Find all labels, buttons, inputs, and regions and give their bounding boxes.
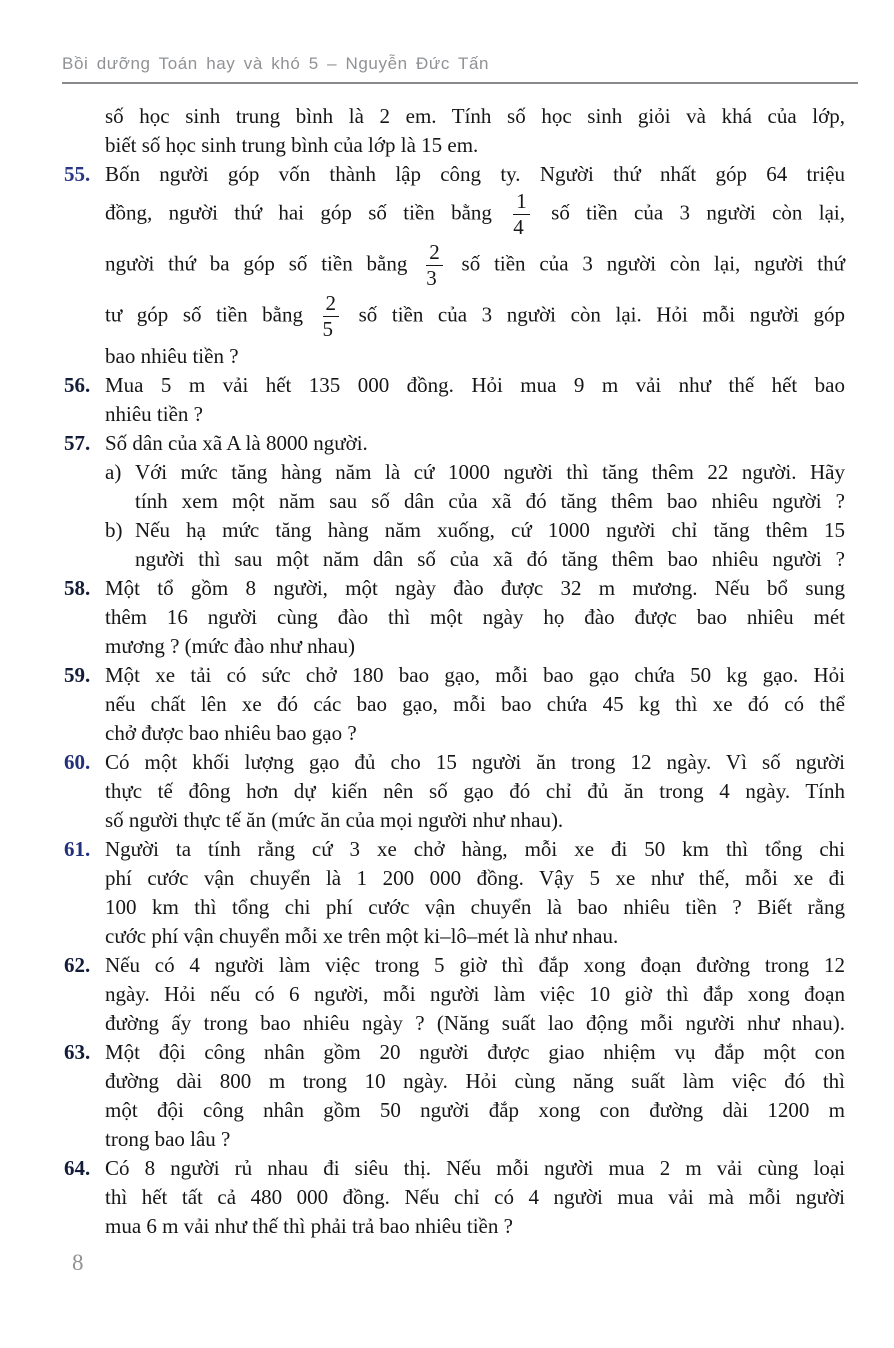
fraction <box>513 190 530 239</box>
text-line: 100 km thì tổng chi phí cước vận chuyển là bao nhiêu tiền ? Biết rằng <box>105 895 845 919</box>
problem-number: 62. <box>64 953 91 977</box>
text-line: Có 8 người rủ nhau đi siêu thị. Nếu mỗi người mua 2 m vải cùng loại <box>105 1156 845 1180</box>
problem-number: 58. <box>64 576 91 600</box>
problem-number: 61. <box>64 837 91 861</box>
problem-item <box>64 748 845 835</box>
fraction-denominator: 5 <box>322 317 334 341</box>
problem-list <box>64 160 845 1241</box>
text-line: nếu chất lên xe đó các bao gạo, mỗi bao chứa 45 kg thì xe đó có thể <box>105 692 845 716</box>
text-line: tính xem một năm sau số dân của xã đó tăng thêm bao nhiêu người ? <box>135 489 845 513</box>
problem-item <box>64 574 845 661</box>
text-line: bao nhiêu tiền ? <box>105 344 239 368</box>
problem-number: 59. <box>64 663 91 687</box>
text-line: trong bao lâu ? <box>105 1127 231 1151</box>
fraction <box>426 241 443 290</box>
text-line: ngày. Hỏi nếu có 6 người, mỗi người làm việc 10 giờ thì đắp xong đoạn <box>105 982 845 1006</box>
text-line: Có một khối lượng gạo đủ cho 15 người ăn trong 12 ngày. Vì số người <box>105 750 845 774</box>
fraction-denominator: 3 <box>426 266 437 290</box>
text-line: Một xe tải có sức chở 180 bao gạo, mỗi bao gạo chứa 50 kg gạo. Hỏi <box>105 663 845 687</box>
text-line: biết số học sinh trung bình của lớp là 15 em. <box>105 133 479 157</box>
problem-number: 63. <box>64 1040 91 1064</box>
problem-item <box>64 951 845 1038</box>
text-line: đồng, người thứ hai góp số tiền bằng $\frac{1}{4}$ số tiền của 3 người còn lại, <box>105 189 845 239</box>
subitem-label: a) <box>105 460 122 484</box>
text-line: số người thực tế ăn (mức ăn của mọi người như nhau). <box>105 808 564 832</box>
text-line: đường ấy trong bao nhiêu ngày ? (Năng suất lao động mỗi người như nhau). <box>105 1011 845 1035</box>
text-line: một đội công nhân gồm 50 người đắp xong con đường dài 1200 m <box>105 1098 845 1122</box>
problem-number: 57. <box>64 431 91 455</box>
header-divider <box>62 82 858 84</box>
text-line: phí cước vận chuyển là 1 200 000 đồng. Vậy 5 xe như thế, mỗi xe đi <box>105 866 845 890</box>
text-line: thì hết tất cả 480 000 đồng. Nếu chỉ có 4 người mua vải mà mỗi người <box>105 1185 845 1209</box>
problem-number: 55. <box>64 162 91 186</box>
fraction-numerator: 2 <box>323 292 340 317</box>
text-line: Số dân của xã A là 8000 người. <box>105 431 368 455</box>
problem-subitem <box>105 516 845 574</box>
text-line: mua 6 m vải như thế thì phải trả bao nhiêu tiền ? <box>105 1214 513 1238</box>
problem-item <box>64 429 845 574</box>
text-line: chở được bao nhiêu bao gạo ? <box>105 721 357 745</box>
page-number: 8 <box>72 1250 84 1275</box>
text-line: Nếu hạ mức tăng hàng năm xuống, cứ 1000 người chỉ tăng thêm 15 <box>135 518 845 542</box>
text-line: số học sinh trung bình là 2 em. Tính số học sinh giỏi và khá của lớp, <box>105 104 845 128</box>
text-line: nhiêu tiền ? <box>105 402 203 426</box>
problem-number: 60. <box>64 750 91 774</box>
text-line: thêm 16 người cùng đào thì một ngày họ đào được bao nhiêu mét <box>105 605 845 629</box>
text-line: thực tế đông hơn dự kiến nên số gạo đó chỉ đủ ăn trong 4 ngày. Tính <box>105 779 845 803</box>
fraction-denominator: 4 <box>513 215 524 239</box>
problem-number: 64. <box>64 1156 91 1180</box>
problem-number: 56. <box>64 373 91 397</box>
running-head-title: Bồi dưỡng Toán hay và khó 5 – Nguyễn Đức Tấn <box>62 54 490 73</box>
text-line: Một tổ gồm 8 người, một ngày đào được 32 m mương. Nếu bổ sung <box>105 576 845 600</box>
problem-subitem <box>105 458 845 516</box>
problem-item <box>64 1154 845 1241</box>
text-line: đường dài 800 m trong 10 ngày. Hỏi cùng năng suất làm việc đó thì <box>105 1069 845 1093</box>
text-line: mương ? (mức đào như nhau) <box>105 634 355 658</box>
text-line: Người ta tính rằng cứ 3 xe chở hàng, mỗi xe đi 50 km thì tổng chi <box>105 837 845 861</box>
text-line: tư góp số tiền bằng $\frac{2}{5}$ số tiền của 3 người còn lại. Hỏi mỗi người góp <box>105 291 845 341</box>
text-line: người thứ ba góp số tiền bằng $\frac{2}{3}$ số tiền của 3 người còn lại, người thứ <box>105 240 845 290</box>
problem-item <box>64 835 845 951</box>
fraction <box>323 292 340 341</box>
fraction-numerator: 2 <box>426 241 443 266</box>
problem-item <box>64 160 845 371</box>
text-line: Bốn người góp vốn thành lập công ty. Người thứ nhất góp 64 triệu <box>105 162 845 186</box>
text-line: Mua 5 m vải hết 135 000 đồng. Hỏi mua 9 m vải như thế hết bao <box>105 373 845 397</box>
text-line: Với mức tăng hàng năm là cứ 1000 người thì tăng thêm 22 người. Hãy <box>135 460 845 484</box>
carryover-paragraph <box>105 102 845 160</box>
page-header <box>62 54 858 84</box>
text-line: người thì sau một năm dân số của xã đó tăng thêm bao nhiêu người ? <box>135 547 845 571</box>
subitem-label: b) <box>105 518 123 542</box>
fraction-numerator: 1 <box>513 190 530 215</box>
problems-content <box>64 102 845 1241</box>
text-line: Một đội công nhân gồm 20 người được giao nhiệm vụ đắp một con <box>105 1040 845 1064</box>
problem-item <box>64 661 845 748</box>
text-line: Nếu có 4 người làm việc trong 5 giờ thì đắp xong đoạn đường trong 12 <box>105 953 845 977</box>
problem-item <box>64 1038 845 1154</box>
problem-item <box>64 371 845 429</box>
text-line: cước phí vận chuyển mỗi xe trên một ki–lô–mét là như nhau. <box>105 924 619 948</box>
